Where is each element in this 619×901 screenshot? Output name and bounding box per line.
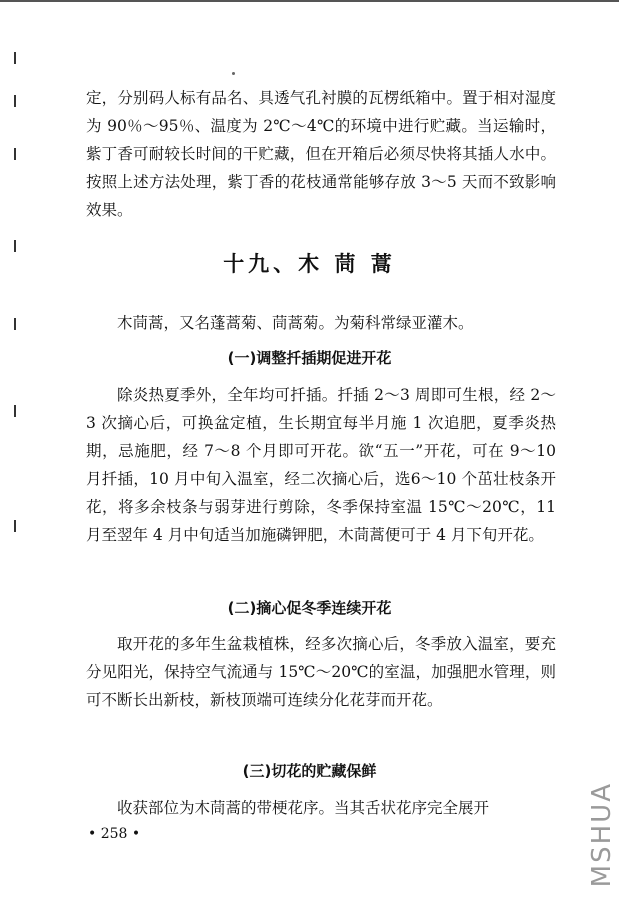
watermark: MSHUA	[587, 781, 617, 887]
scan-top-edge	[0, 0, 619, 2]
paragraph-intro: 木茼蒿，又名蓬蒿菊、茼蒿菊。为菊科常绿亚灌木。	[117, 314, 474, 332]
scan-margin-mark	[14, 318, 16, 330]
paragraph-section-3: 收获部位为木茼蒿的带梗花序。当其舌状花序完全展开	[117, 799, 490, 817]
scan-margin-mark	[14, 405, 16, 417]
scan-margin-mark	[14, 148, 16, 160]
section-heading-1: (一)调整扦插期促进开花	[227, 349, 392, 367]
page-number: • 258 •	[88, 826, 141, 842]
chapter-title: 十九、木 茼 蒿	[223, 252, 396, 276]
scan-margin-mark	[14, 52, 16, 64]
paragraph-section-2: 取开花的多年生盆栽植株，经多次摘心后，冬季放入温室，要充分见阳光，保持空气流通与 15℃～20℃的室温，加强肥水管理，则可不断长出新枝，新枝顶端可连续分化花芽而开花。	[86, 635, 556, 709]
section-heading-3: (三)切花的贮藏保鲜	[242, 762, 377, 780]
scan-margin-mark	[14, 520, 16, 532]
section-heading-2: (二)摘心促冬季连续开花	[227, 599, 392, 617]
paragraph-continued: 定，分别码人标有品名、具透气孔衬膜的瓦楞纸箱中。置于相对湿度为 90％～95％、温度为 2℃～4℃的环境中进行贮藏。当运输时，紫丁香可耐较长时间的干贮藏，但在开箱后必须尽快将其插人水中。按照上述方法处理，紫丁香的花枝通常能够存放 3～5 天而不致影响效果。	[86, 89, 556, 219]
scan-speck	[232, 72, 235, 75]
scan-margin-mark	[14, 95, 16, 107]
paragraph-section-1: 除炎热夏季外，全年均可扦插。扦插 2～3 周即可生根，经 2～3 次摘心后，可换盆定植，生长期宜每半月施 1 次追肥，夏季炎热期，忌施肥，经 7～8 个月即可开花。欲“五一”开花，可在 9～10 月扦插，10 月中旬入温室，经二次摘心后，选6～10 个茁壮枝条开花，将多余枝条与弱芽进行剪除，冬季保持室温 15℃～20℃，11 月至翌年 4 月中旬适当加施磷钾肥，木茼蒿便可于 4 月下旬开花。	[86, 386, 556, 544]
